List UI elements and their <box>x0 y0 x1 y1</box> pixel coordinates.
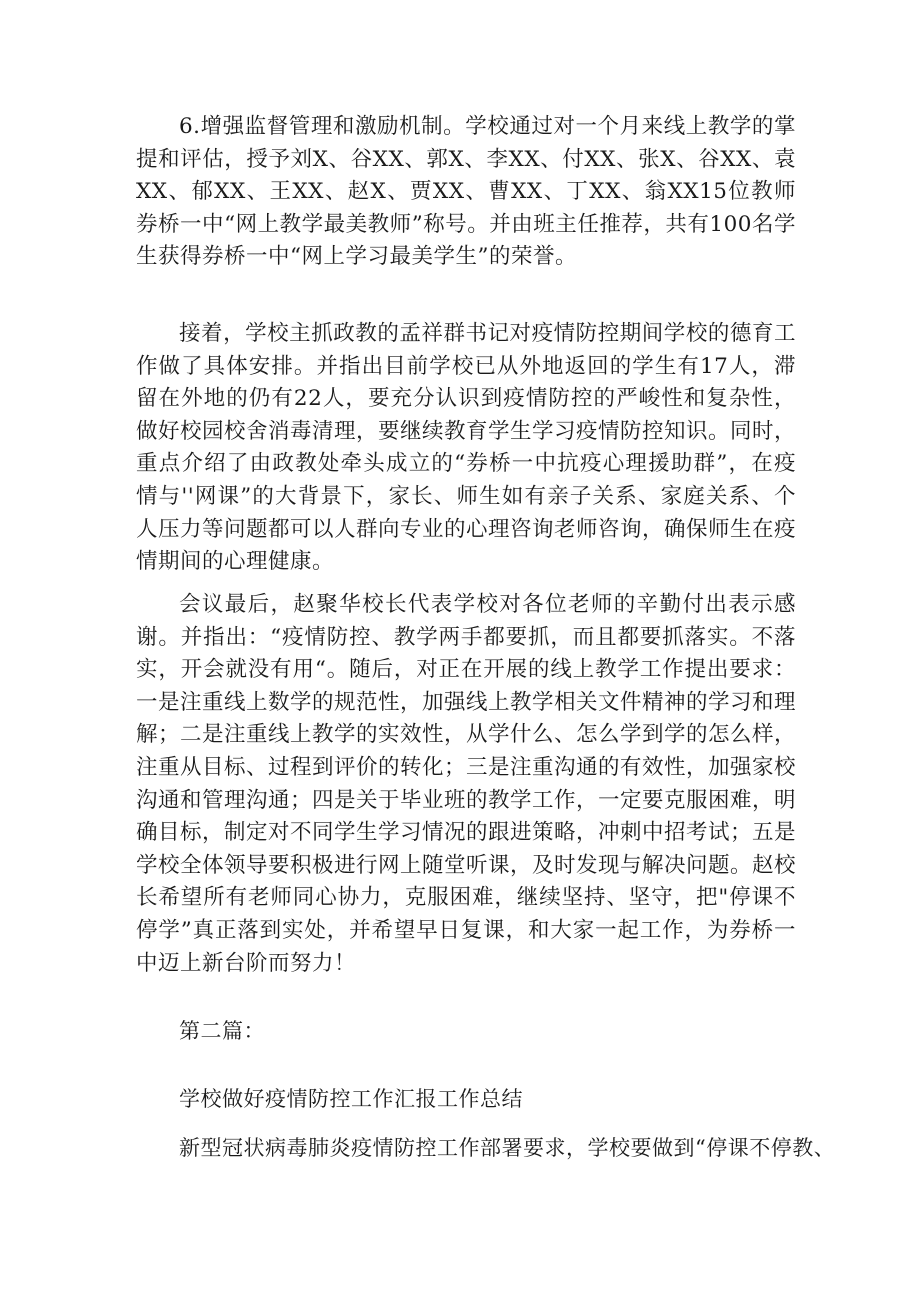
section-subtitle: 学校做好疫情防控工作汇报工作总结 <box>179 1087 523 1111</box>
paragraph-epidemic-deployment: 新型冠状病毒肺炎疫情防控工作部署要求，学校要做到“停课不停教、 <box>179 1136 836 1160</box>
section-heading: 第二篇： <box>179 1019 265 1043</box>
paragraph-teacher-awards: 6.增强监督管理和激励机制。学校通过对一个月来线上教学的掌提和评估，授予刘X、谷XX、郭X、李XX、付XX、张X、谷XX、袁XX、郁XX、王XX、赵X、贾XX、曹XX、丁XX、翁XX15位教师券桥一中“网上教学最美教师”称号。并由班主任推荐，共有100名学生获得券桥一中“网上学习最美学生”的荣誉。 <box>136 114 796 270</box>
paragraph-principal-remarks: 会议最后，赵聚华校长代表学校对各位老师的辛勤付出表示感谢。并指出：“疫情防控、教学两手都要抓，而且都要抓落实。不落实，开会就没有用“。随后，对正在开展的线上教学工作提出要求：一是注重线上数学的规范性，加强线上教学相关文件精神的学习和理解；二是注重线上教学的实效性，从学什么、怎么学到学的怎么样，注重从目标、过程到评价的转化；三是注重沟通的有效性，加强家校沟通和管理沟通；四是关于毕业班的教学工作，一定要克服困难，明确目标，制定对不同学生学习情况的跟进策略，冲刺中招考试；五是学校全体领导要积极进行网上随堂听课，及时发现与解决问题。赵校长希望所有老师同心协力，克服困难，继续坚持、坚守，把"停课不停学”真正落到实处，并希望早日复课，和大家一起工作，为券桥一中迈上新台阶而努力！ <box>136 592 797 976</box>
paragraph-moral-education: 接着，学校主抓政教的孟祥群书记对疫情防控期间学校的德育工作做了具体安排。并指出目前学校已从外地返回的学生有17人，滞留在外地的仍有22人，要充分认识到疫情防控的严峻性和复杂性，做好校园校舍消毒清理，要继续教育学生学习疫情防控知识。同时，重点介绍了由政教处牵头成立的“券桥一中抗疫心理援助群”，在疫情与''网课”的大背景下，家长、师生如有亲子关系、家庭关系、个人压力等问题都可以人群向专业的心理咨询老师咨询，确保师生在疫情期间的心理健康。 <box>136 321 797 575</box>
